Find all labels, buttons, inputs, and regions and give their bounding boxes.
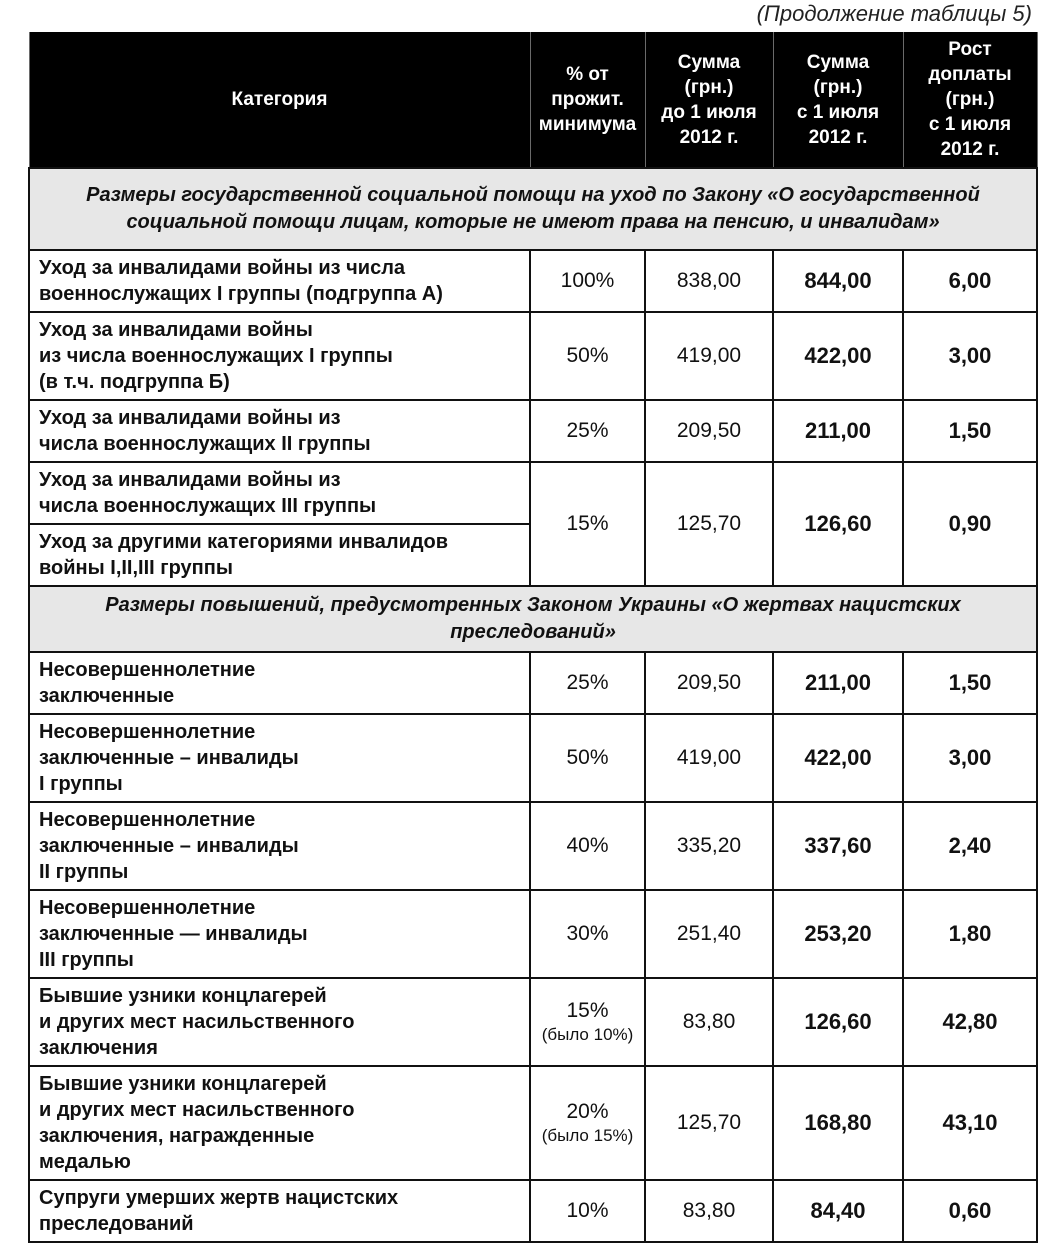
- table-row: [29, 802, 1037, 890]
- table-row: [29, 652, 1037, 714]
- percent-cell: [530, 978, 645, 1066]
- after-cell: 126,60: [773, 978, 903, 1066]
- section-row: [29, 168, 1037, 250]
- growth-cell: 3,00: [903, 312, 1037, 400]
- after-cell: 211,00: [773, 400, 903, 462]
- before-cell: 419,00: [645, 312, 773, 400]
- percent-cell: 25%: [530, 400, 645, 462]
- percent-cell: 50%: [530, 714, 645, 802]
- growth-cell: 1,50: [903, 652, 1037, 714]
- after-cell: 337,60: [773, 802, 903, 890]
- growth-cell: 42,80: [903, 978, 1037, 1066]
- category-cell: Уход за инвалидами войны из числа военнослужащих I группы (подгруппа А): [29, 250, 530, 312]
- percent-cell: [530, 1066, 645, 1180]
- before-cell: 209,50: [645, 400, 773, 462]
- header-percent: % от прожит. минимума: [530, 32, 645, 168]
- after-cell: 422,00: [773, 312, 903, 400]
- growth-cell: 1,80: [903, 890, 1037, 978]
- growth-cell: 0,60: [903, 1180, 1037, 1242]
- header-category: Категория: [29, 32, 530, 168]
- before-cell: 83,80: [645, 1180, 773, 1242]
- percent-cell: 30%: [530, 890, 645, 978]
- header-after: Сумма (грн.) с 1 июля 2012 г.: [773, 32, 903, 168]
- category-cell: Бывшие узники концлагерей и других мест насильственного заключения: [29, 978, 530, 1066]
- category-cell: Несовершеннолетние заключенные – инвалиды I группы: [29, 714, 530, 802]
- growth-cell: 1,50: [903, 400, 1037, 462]
- percent-value: 15%: [566, 999, 609, 1022]
- section-row: [29, 586, 1037, 652]
- category-cell: Супруги умерших жертв нацистских преследований: [29, 1180, 530, 1242]
- category-cell: Бывшие узники концлагерей и других мест насильственного заключения, награжденные медалью: [29, 1066, 530, 1180]
- percent-cell: 15%: [530, 462, 645, 586]
- table-caption: (Продолжение таблицы 5): [756, 1, 1032, 26]
- benefits-table: [28, 32, 1038, 1243]
- percent-value: 20%: [566, 1100, 609, 1123]
- after-cell: 844,00: [773, 250, 903, 312]
- table-row: [29, 250, 1037, 312]
- category-cell: Уход за инвалидами войны из числа военнослужащих III группы: [29, 462, 530, 524]
- category-cell: Несовершеннолетние заключенные — инвалиды III группы: [29, 890, 530, 978]
- after-cell: 253,20: [773, 890, 903, 978]
- growth-cell: 6,00: [903, 250, 1037, 312]
- percent-cell: 50%: [530, 312, 645, 400]
- after-cell: 422,00: [773, 714, 903, 802]
- after-cell: 211,00: [773, 652, 903, 714]
- percent-cell: 25%: [530, 652, 645, 714]
- section-title: Размеры государственной социальной помощи на уход по Закону «О государственной социальной помощи лицам, которые не имеют права на пенсию, и инвалидам»: [29, 168, 1037, 250]
- table-row: [29, 312, 1037, 400]
- category-cell: Уход за инвалидами войны из числа военнослужащих I группы (в т.ч. подгруппа Б): [29, 312, 530, 400]
- table-row: [29, 890, 1037, 978]
- before-cell: 125,70: [645, 462, 773, 586]
- header-growth: Рост доплаты (грн.) с 1 июля 2012 г.: [903, 32, 1037, 168]
- table-row: [29, 462, 1037, 524]
- percent-note: (было 10%): [541, 1025, 634, 1044]
- section-title: Размеры повышений, предусмотренных Законом Украины «О жертвах нацистских преследований»: [29, 586, 1037, 652]
- percent-cell: 100%: [530, 250, 645, 312]
- percent-note: (было 15%): [541, 1126, 634, 1145]
- table-row: [29, 1180, 1037, 1242]
- before-cell: 419,00: [645, 714, 773, 802]
- table-row: [29, 714, 1037, 802]
- category-cell: Уход за инвалидами войны из числа военнослужащих II группы: [29, 400, 530, 462]
- header-row: [29, 32, 1037, 168]
- percent-cell: 40%: [530, 802, 645, 890]
- category-cell: Несовершеннолетние заключенные – инвалиды II группы: [29, 802, 530, 890]
- before-cell: 838,00: [645, 250, 773, 312]
- before-cell: 83,80: [645, 978, 773, 1066]
- growth-cell: 3,00: [903, 714, 1037, 802]
- table-row: [29, 978, 1037, 1066]
- after-cell: 84,40: [773, 1180, 903, 1242]
- growth-cell: 2,40: [903, 802, 1037, 890]
- before-cell: 335,20: [645, 802, 773, 890]
- after-cell: 126,60: [773, 462, 903, 586]
- before-cell: 209,50: [645, 652, 773, 714]
- before-cell: 251,40: [645, 890, 773, 978]
- header-before: Сумма (грн.) до 1 июля 2012 г.: [645, 32, 773, 168]
- category-cell: Уход за другими категориями инвалидов войны I,II,III группы: [29, 524, 530, 586]
- category-cell: Несовершеннолетние заключенные: [29, 652, 530, 714]
- growth-cell: 0,90: [903, 462, 1037, 586]
- after-cell: 168,80: [773, 1066, 903, 1180]
- growth-cell: 43,10: [903, 1066, 1037, 1180]
- before-cell: 125,70: [645, 1066, 773, 1180]
- percent-cell: 10%: [530, 1180, 645, 1242]
- table-row: [29, 1066, 1037, 1180]
- table-row: [29, 400, 1037, 462]
